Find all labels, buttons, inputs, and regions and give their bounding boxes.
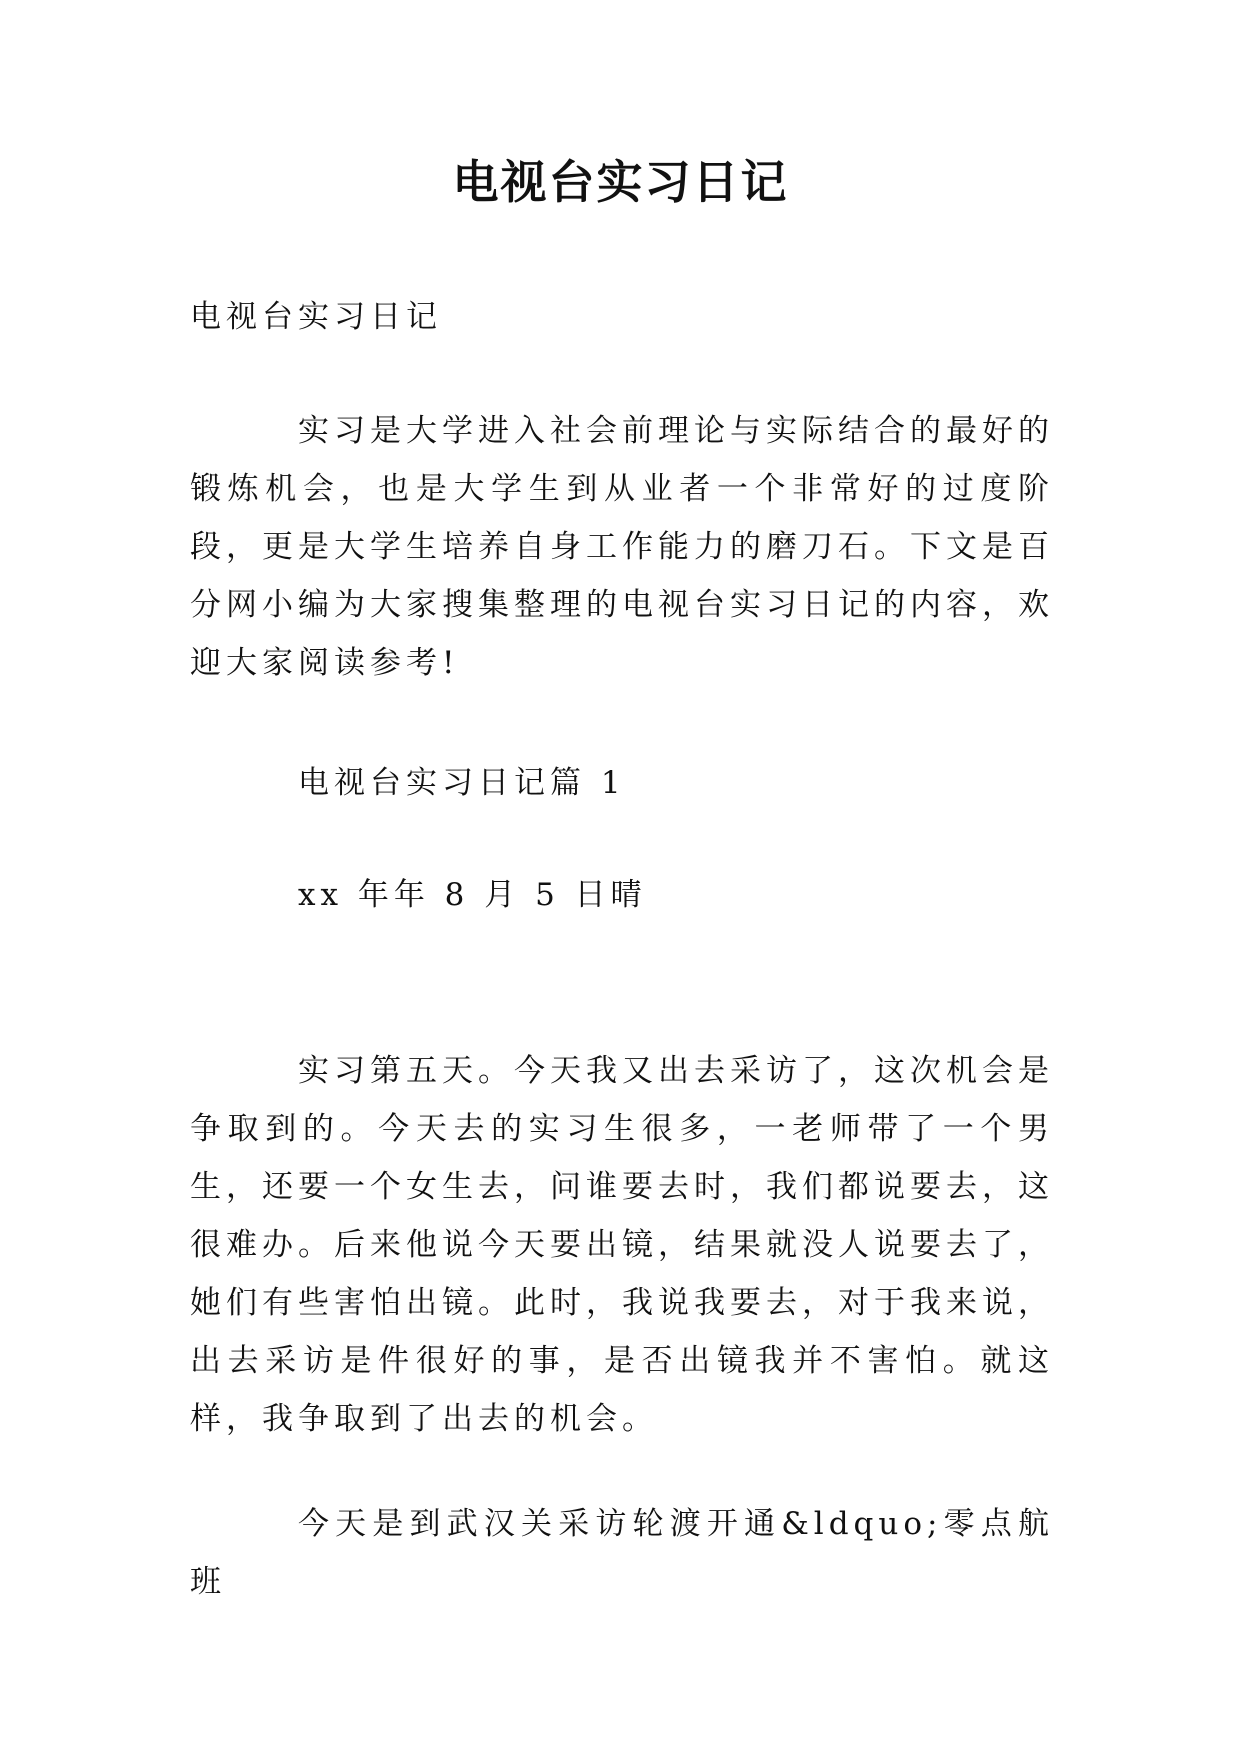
document-subtitle: 电视台实习日记	[190, 299, 442, 335]
page-title: 电视台实习日记	[452, 155, 789, 209]
intro-paragraph: 实习是大学进入社会前理论与实际结合的最好的锻炼机会，也是大学生到从业者一个非常好的过度阶段，更是大学生培养自身工作能力的磨刀石。下文是百分网小编为大家搜集整理的电视台实习日记的内容，欢迎大家阅读参考!	[190, 413, 1054, 681]
body-paragraph: 实习第五天。今天我又出去采访了，这次机会是争取到的。今天去的实习生很多，一老师带了一个男生，还要一个女生去，问谁要去时，我们都说要去，这很难办。后来他说今天要出镜，结果就没人说要去了，她们有些害怕出镜。此时，我说我要去，对于我来说，出去采访是件很好的事，是否出镜我并不害怕。就这样，我争取到了出去的机会。	[190, 1053, 1054, 1437]
body-paragraph-continued: 今天是到武汉关采访轮渡开通&ldquo;零点航班	[190, 1506, 1054, 1600]
section-heading: 电视台实习日记篇 1	[298, 765, 626, 801]
date-line: xx 年年 8 月 5 日晴	[298, 877, 647, 913]
